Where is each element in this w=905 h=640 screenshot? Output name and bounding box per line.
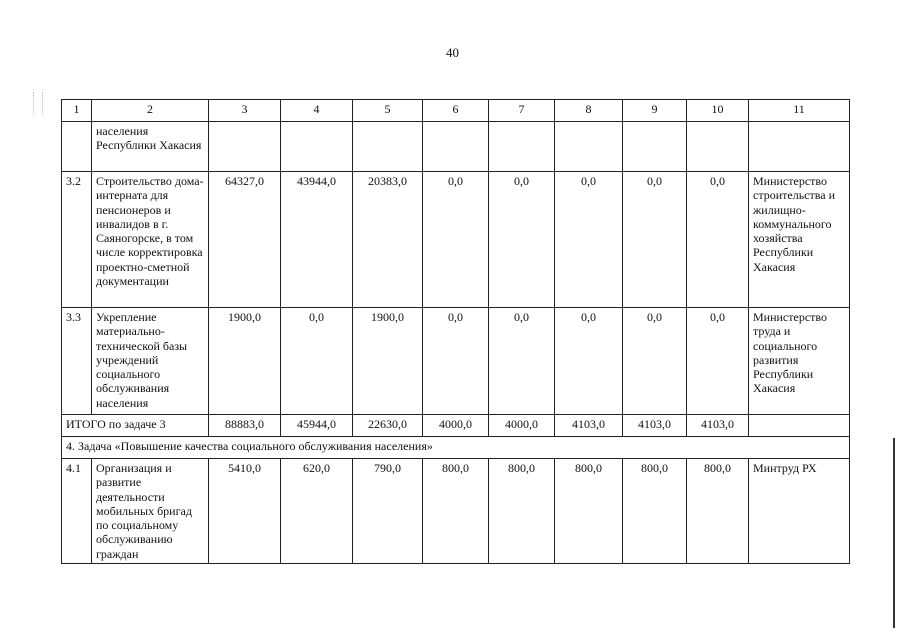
header-cell: 5 <box>353 100 423 122</box>
executor-cell <box>749 122 850 172</box>
total-row <box>62 415 850 437</box>
header-cell: 11 <box>749 100 850 122</box>
total-value-cell: 88883,0 <box>209 415 281 437</box>
header-cell: 2 <box>92 100 209 122</box>
value-cell: 800,0 <box>489 459 555 564</box>
value-cell: 800,0 <box>623 459 687 564</box>
header-cell: 4 <box>281 100 353 122</box>
value-cell: 0,0 <box>623 308 687 415</box>
value-cell: 800,0 <box>423 459 489 564</box>
value-cell <box>623 122 687 172</box>
row-number-cell <box>62 122 92 172</box>
value-cell: 800,0 <box>687 459 749 564</box>
value-cell: 0,0 <box>281 308 353 415</box>
header-row <box>62 100 850 122</box>
value-cell: 0,0 <box>687 308 749 415</box>
value-cell: 0,0 <box>489 172 555 308</box>
value-cell <box>489 122 555 172</box>
total-value-cell: 4103,0 <box>687 415 749 437</box>
total-value-cell: 4000,0 <box>423 415 489 437</box>
total-value-cell: 4103,0 <box>555 415 623 437</box>
value-cell <box>209 122 281 172</box>
table-row <box>62 308 850 415</box>
total-label-cell: ИТОГО по задаче 3 <box>62 415 209 437</box>
value-cell <box>281 122 353 172</box>
value-cell: 0,0 <box>423 308 489 415</box>
executor-cell: Минтруд РХ <box>749 459 850 564</box>
value-cell: 20383,0 <box>353 172 423 308</box>
header-cell: 3 <box>209 100 281 122</box>
value-cell <box>555 122 623 172</box>
value-cell: 800,0 <box>555 459 623 564</box>
header-cell: 8 <box>555 100 623 122</box>
header-cell: 7 <box>489 100 555 122</box>
value-cell: 1900,0 <box>353 308 423 415</box>
value-cell: 5410,0 <box>209 459 281 564</box>
value-cell: 64327,0 <box>209 172 281 308</box>
value-cell: 620,0 <box>281 459 353 564</box>
table-row <box>62 122 850 172</box>
executor-cell <box>749 415 850 437</box>
value-cell: 0,0 <box>489 308 555 415</box>
value-cell: 43944,0 <box>281 172 353 308</box>
total-value-cell: 4103,0 <box>623 415 687 437</box>
header-cell: 9 <box>623 100 687 122</box>
row-number-cell: 3.3 <box>62 308 92 415</box>
row-number-cell: 3.2 <box>62 172 92 308</box>
header-cell: 6 <box>423 100 489 122</box>
header-cell: 1 <box>62 100 92 122</box>
value-cell <box>423 122 489 172</box>
table-row <box>62 172 850 308</box>
value-cell: 0,0 <box>423 172 489 308</box>
scan-artifact <box>33 92 43 114</box>
value-cell: 0,0 <box>623 172 687 308</box>
executor-cell: Министерство труда и социального развития Республики Хакасия <box>749 308 850 415</box>
row-number-cell: 4.1 <box>62 459 92 564</box>
activity-name-cell: Организация и развитие деятельности мобильных бригад по социальному обслуживанию граждан <box>92 459 209 564</box>
value-cell: 0,0 <box>555 172 623 308</box>
activity-name-cell: Укрепление материально-технической базы учреждений социального обслуживания населения <box>92 308 209 415</box>
section-title: 4. Задача «Повышение качества социального обслуживания населения» <box>62 437 850 459</box>
total-value-cell: 22630,0 <box>353 415 423 437</box>
value-cell: 0,0 <box>555 308 623 415</box>
value-cell <box>353 122 423 172</box>
value-cell <box>687 122 749 172</box>
value-cell: 790,0 <box>353 459 423 564</box>
activity-name-cell: населения Республики Хакасия <box>92 122 209 172</box>
budget-table <box>61 99 850 564</box>
value-cell: 0,0 <box>687 172 749 308</box>
total-value-cell: 45944,0 <box>281 415 353 437</box>
page-number: 40 <box>446 45 459 60</box>
executor-cell: Министерство строительства и жилищно-коммунального хозяйства Республики Хакасия <box>749 172 850 308</box>
section-heading-row <box>62 437 850 459</box>
value-cell: 1900,0 <box>209 308 281 415</box>
header-cell: 10 <box>687 100 749 122</box>
scan-edge-line <box>893 438 895 628</box>
table-row <box>62 459 850 564</box>
activity-name-cell: Строительство дома-интерната для пенсионеров и инвалидов в г. Саяногорске, в том числе корректировка проектно-сметной документации <box>92 172 209 308</box>
total-value-cell: 4000,0 <box>489 415 555 437</box>
